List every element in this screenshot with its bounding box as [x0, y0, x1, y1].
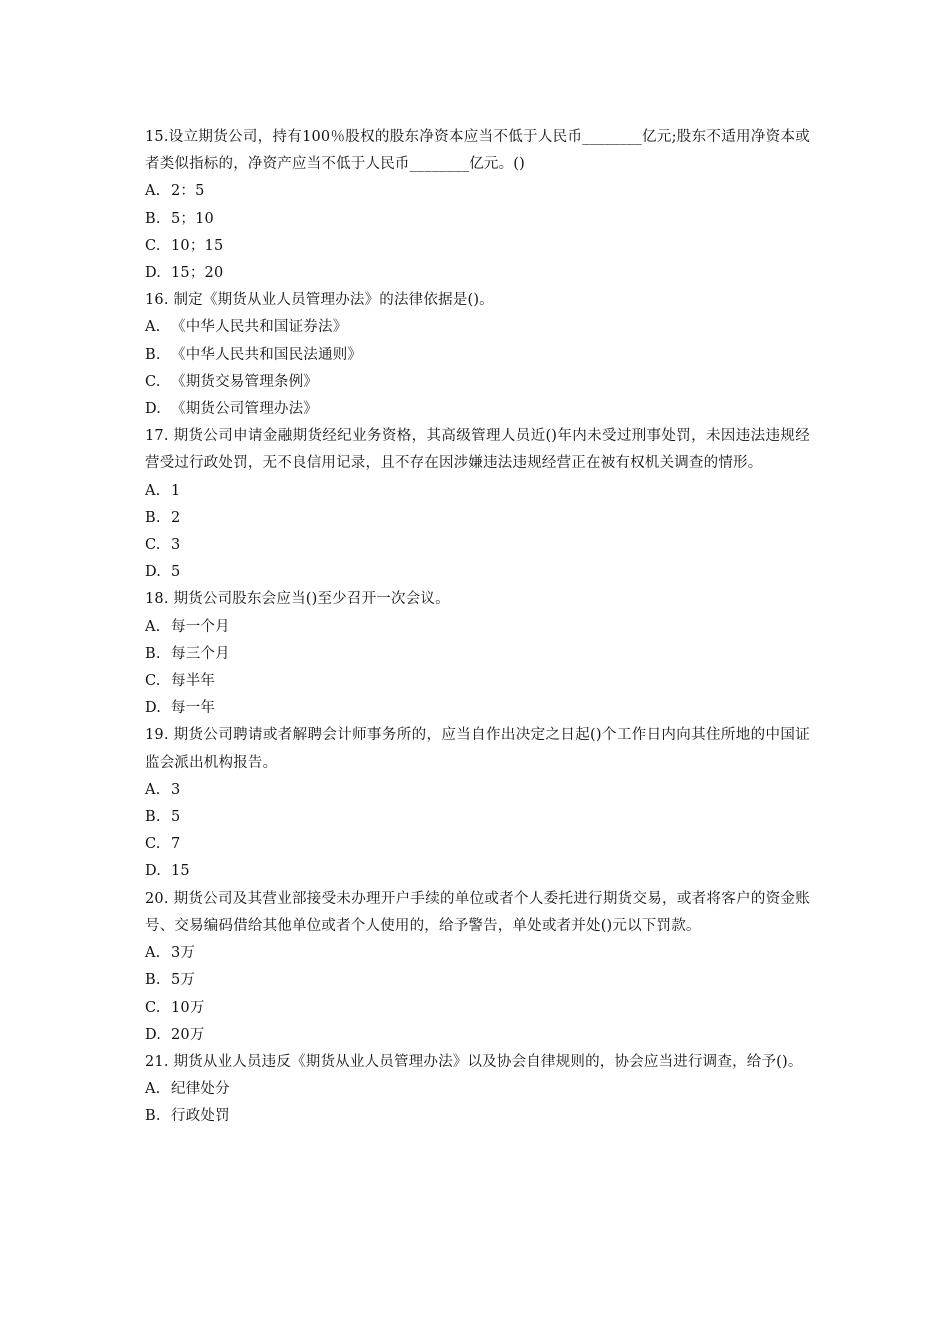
option-text: 《中华人民共和国证券法》	[171, 319, 348, 336]
option-list	[145, 940, 810, 1049]
option-letter: B.	[145, 346, 161, 363]
answer-option	[145, 695, 810, 722]
question-stem: 18. 期货公司股东会应当()至少召开一次会议。	[145, 591, 450, 608]
option-list	[145, 314, 810, 423]
option-text: 20万	[171, 1026, 205, 1043]
option-text: 10；15	[171, 237, 224, 254]
option-text: 3	[171, 781, 181, 798]
question-block	[145, 423, 810, 586]
option-text: 行政处罚	[171, 1108, 230, 1125]
option-text: 5	[171, 564, 181, 581]
option-text: 2	[171, 509, 181, 526]
answer-option	[145, 831, 810, 858]
option-letter: D.	[145, 265, 162, 282]
option-letter: C.	[145, 537, 161, 554]
question-block	[145, 1049, 810, 1131]
answer-option	[145, 233, 810, 260]
answer-option	[145, 1076, 810, 1103]
answer-option	[145, 1103, 810, 1130]
answer-option	[145, 532, 810, 559]
option-list	[145, 614, 810, 723]
option-letter: D.	[145, 564, 162, 581]
option-letter: B.	[145, 809, 161, 826]
answer-option	[145, 804, 810, 831]
answer-option	[145, 967, 810, 994]
question-stem: 21. 期货从业人员违反《期货从业人员管理办法》以及协会自律规则的，协会应当进行调查，给予()。	[145, 1053, 803, 1070]
question-stem: 17. 期货公司申请金融期货经纪业务资格，其高级管理人员近()年内未受过刑事处罚，未因违法违规经营受过行政处罚，无不良信用记录，且不存在因涉嫌违法违规经营正在被有权机关调查的情形。	[145, 428, 810, 472]
option-letter: B.	[145, 972, 161, 989]
question-stem: 16. 制定《期货从业人员管理办法》的法律依据是()。	[145, 292, 494, 309]
option-letter: C.	[145, 373, 161, 390]
option-text: 7	[171, 836, 181, 853]
option-text: 每一个月	[171, 618, 230, 635]
option-letter: A.	[145, 781, 161, 798]
option-text: 15	[171, 863, 190, 880]
option-letter: C.	[145, 836, 161, 853]
option-list	[145, 178, 810, 287]
document-page	[145, 124, 810, 1131]
option-text: 《期货交易管理条例》	[171, 373, 318, 390]
option-letter: A.	[145, 482, 161, 499]
answer-option	[145, 478, 810, 505]
option-text: 每一年	[171, 700, 216, 717]
question-stem: 20. 期货公司及其营业部接受未办理开户手续的单位或者个人委托进行期货交易，或者将客户的资金账号、交易编码借给其他单位或者个人使用的，给予警告，单处或者并处()元以下罚款。	[145, 890, 810, 934]
question-stem: 15.设立期货公司，持有100％股权的股东净资本应当不低于人民币________亿元;股东不适用净资本或者类似指标的，净资产应当不低于人民币________亿元。()	[145, 129, 810, 173]
option-letter: A.	[145, 945, 161, 962]
option-text: 每半年	[171, 673, 216, 690]
answer-option	[145, 668, 810, 695]
question-block	[145, 124, 810, 287]
question-block	[145, 287, 810, 423]
option-list	[145, 777, 810, 886]
option-letter: D.	[145, 401, 162, 418]
option-letter: B.	[145, 210, 161, 227]
option-letter: D.	[145, 863, 162, 880]
option-text: 《期货公司管理办法》	[171, 401, 318, 418]
option-text: 每三个月	[171, 645, 230, 662]
option-text: 3万	[171, 945, 196, 962]
answer-option	[145, 559, 810, 586]
option-letter: B.	[145, 509, 161, 526]
option-letter: C.	[145, 999, 161, 1016]
option-letter: C.	[145, 237, 161, 254]
option-text: 2：5	[171, 183, 205, 200]
option-text: 1	[171, 482, 181, 499]
option-text: 3	[171, 537, 181, 554]
answer-option	[145, 614, 810, 641]
option-text: 15；20	[171, 265, 224, 282]
option-text: 《中华人民共和国民法通则》	[171, 346, 363, 363]
option-text: 纪律处分	[171, 1081, 230, 1098]
option-text: 5万	[171, 972, 196, 989]
option-letter: C.	[145, 673, 161, 690]
answer-option	[145, 940, 810, 967]
answer-option	[145, 396, 810, 423]
option-letter: B.	[145, 1108, 161, 1125]
answer-option	[145, 206, 810, 233]
option-letter: D.	[145, 1026, 162, 1043]
option-letter: A.	[145, 1081, 161, 1098]
option-list	[145, 478, 810, 587]
option-letter: D.	[145, 700, 162, 717]
answer-option	[145, 505, 810, 532]
option-text: 5	[171, 809, 181, 826]
answer-option	[145, 369, 810, 396]
answer-option	[145, 995, 810, 1022]
answer-option	[145, 641, 810, 668]
answer-option	[145, 1022, 810, 1049]
answer-option	[145, 178, 810, 205]
question-block	[145, 722, 810, 885]
question-block	[145, 586, 810, 722]
option-letter: A.	[145, 183, 161, 200]
answer-option	[145, 858, 810, 885]
option-letter: B.	[145, 645, 161, 662]
option-letter: A.	[145, 618, 161, 635]
option-text: 10万	[171, 999, 205, 1016]
answer-option	[145, 777, 810, 804]
answer-option	[145, 260, 810, 287]
question-block	[145, 886, 810, 1049]
option-list	[145, 1076, 810, 1130]
answer-option	[145, 342, 810, 369]
option-letter: A.	[145, 319, 161, 336]
option-text: 5；10	[171, 210, 214, 227]
answer-option	[145, 314, 810, 341]
question-stem: 19. 期货公司聘请或者解聘会计师事务所的，应当自作出决定之日起()个工作日内向其住所地的中国证监会派出机构报告。	[145, 727, 810, 771]
